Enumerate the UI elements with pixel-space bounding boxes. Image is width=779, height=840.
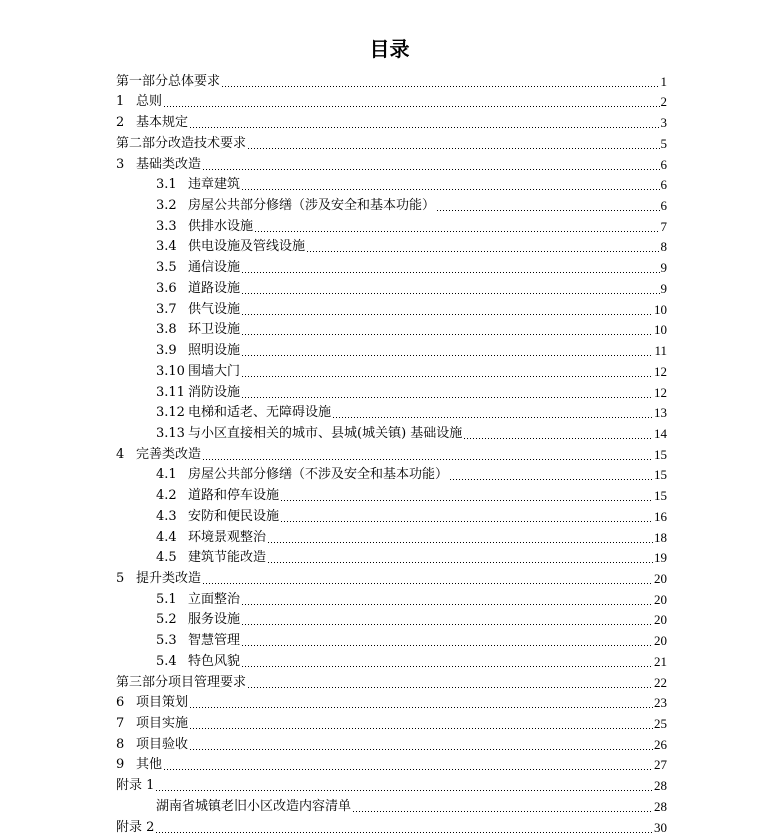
toc-entry-label: 服务设施 [188,612,241,628]
toc-entry-page-number: 23 [654,695,667,711]
toc-entry-page-number: 20 [654,633,667,649]
toc-entry-label: 供排水设施 [188,218,254,234]
toc-entry-page-number: 11 [654,343,667,359]
toc-entry[interactable] [116,546,667,567]
toc-entry-page-number: 25 [654,716,667,731]
toc-entry-number: 3.9 [156,343,177,359]
toc-entry-page-number: 9 [660,260,667,276]
toc-entry-label: 围墙大门 [188,363,241,379]
toc-entry[interactable] [116,670,667,691]
toc-entry-label: 环境景观整治 [188,529,267,545]
toc-entry[interactable] [116,649,667,670]
toc-entry-label: 完善类改造 [136,446,202,462]
toc-entry[interactable] [116,483,667,504]
toc-entry-number: 1 [116,94,125,110]
toc-entry-number: 6 [116,695,125,711]
toc-entry-page-number: 19 [654,550,667,566]
dot-leader [254,231,659,232]
toc-entry-label: 安防和便民设施 [188,508,280,524]
toc-entry-label: 电梯和适老、无障碍设施 [188,405,332,421]
dot-leader [241,624,653,625]
toc-entry[interactable] [116,421,667,442]
dot-leader [247,687,653,688]
dot-leader [163,106,659,107]
toc-entry-label: 供气设施 [188,301,241,317]
toc-entry[interactable] [116,235,667,256]
toc-entry-number: 3 [116,156,125,172]
toc-entry-number: 4 [116,446,125,462]
dot-leader [241,666,653,667]
toc-entry-label: 照明设施 [188,343,241,359]
toc-entry-page-number: 30 [654,819,667,835]
toc-entry-label: 第一部分总体要求 [116,73,221,89]
toc-entry-label: 基本规定 [136,115,189,131]
toc-entry-page-number: 21 [654,653,667,669]
toc-entry-number: 3.11 [156,384,185,400]
toc-entry-page-number: 28 [654,778,667,794]
toc-entry-page-number: 15 [654,446,667,462]
toc-entry-label: 湖南省城镇老旧小区改造内容清单 [156,798,352,814]
toc-entry-number: 3.12 [156,405,185,421]
dot-leader [241,189,659,190]
toc-entry-number: 9 [116,757,125,773]
dot-leader [280,500,653,501]
toc-entry-label: 房屋公共部分修缮（涉及安全和基本功能） [188,198,436,214]
toc-entry-label: 附录 2 [116,819,155,835]
toc-entry[interactable] [116,691,667,712]
dot-leader [202,169,659,170]
toc-entry-number: 4.4 [156,529,177,545]
toc-entry-label: 违章建筑 [188,177,241,193]
toc-entry[interactable] [116,110,667,131]
toc-entry-label: 附录 1 [116,778,155,794]
toc-entry-page-number: 15 [654,467,667,483]
toc-entry-page-number: 26 [654,736,667,752]
toc-entry[interactable] [116,214,667,235]
toc-entry-page-number: 20 [654,591,667,607]
toc-entry-label: 通信设施 [188,260,241,276]
toc-entry[interactable] [116,152,667,173]
toc-entry-page-number: 7 [660,218,667,234]
dot-leader [280,521,653,522]
dot-leader [267,562,653,563]
dot-leader [163,769,653,770]
toc-entry[interactable] [116,773,667,794]
toc-entry[interactable] [116,276,667,297]
toc-entry-number: 7 [116,716,125,731]
dot-leader [202,583,653,584]
toc-entry-page-number: 1 [660,73,667,89]
table-of-contents [116,69,667,836]
dot-leader [241,355,653,356]
toc-entry[interactable] [116,794,667,815]
toc-entry[interactable] [116,525,667,546]
toc-entry[interactable] [116,173,667,194]
toc-entry-number: 3.2 [156,198,177,214]
toc-entry[interactable] [116,359,667,380]
toc-entry-page-number: 9 [660,280,667,296]
toc-entry-page-number: 22 [654,674,667,690]
dot-leader [155,832,653,833]
toc-entry-label: 供电设施及管线设施 [188,239,306,255]
dot-leader [155,790,653,791]
toc-entry[interactable] [116,318,667,339]
dot-leader [241,334,653,335]
dot-leader [241,376,653,377]
dot-leader [463,438,653,439]
toc-entry-number: 3.10 [156,363,185,379]
dot-leader [202,459,653,460]
toc-entry-page-number: 6 [660,156,667,172]
toc-entry[interactable] [116,90,667,111]
toc-entry-label: 第三部分项目管理要求 [116,674,247,690]
toc-entry-page-number: 5 [660,135,667,151]
toc-entry[interactable] [116,297,667,318]
toc-entry-number: 3.13 [156,425,185,441]
dot-leader [241,645,653,646]
toc-entry-page-number: 28 [654,798,667,814]
toc-entry-page-number: 6 [660,198,667,214]
toc-entry-page-number: 13 [654,405,667,421]
toc-entry-page-number: 10 [654,301,667,317]
toc-entry[interactable] [116,380,667,401]
toc-entry-page-number: 18 [654,529,667,545]
toc-entry-number: 3.7 [156,301,177,317]
toc-entry-number: 3.4 [156,239,177,255]
dot-leader [436,210,659,211]
toc-entry-label: 道路和停车设施 [188,488,280,504]
dot-leader [241,397,653,398]
toc-entry-label: 与小区直接相关的城市、县城(城关镇) 基础设施 [188,425,463,441]
toc-entry[interactable] [116,401,667,422]
toc-entry-label: 特色风貌 [188,653,241,669]
toc-entry-number: 5.3 [156,633,177,649]
toc-entry-label: 智慧管理 [188,633,241,649]
toc-entry-label: 道路设施 [188,280,241,296]
toc-entry-number: 2 [116,115,125,131]
toc-entry-label: 房屋公共部分修缮（不涉及安全和基本功能） [188,467,449,483]
toc-entry-number: 3.3 [156,218,177,234]
toc-entry[interactable] [116,442,667,463]
toc-entry-number: 3.1 [156,177,177,193]
toc-entry-page-number: 27 [654,757,667,773]
dot-leader [189,707,653,708]
dot-leader [306,251,659,252]
toc-entry-label: 项目实施 [136,716,189,731]
dot-leader [449,479,653,480]
toc-entry-page-number: 20 [654,612,667,628]
toc-entry-page-number: 6 [660,177,667,193]
toc-entry-page-number: 2 [660,94,667,110]
toc-entry-number: 4.2 [156,488,177,504]
toc-entry-number: 5.2 [156,612,177,628]
toc-entry-number: 8 [116,736,125,752]
toc-entry-label: 项目策划 [136,695,189,711]
toc-entry-number: 3.8 [156,322,177,338]
toc-entry-number: 3.6 [156,280,177,296]
toc-entry[interactable] [116,193,667,214]
toc-entry-label: 项目验收 [136,736,189,752]
toc-entry-page-number: 3 [660,115,667,131]
toc-entry-page-number: 12 [654,384,667,400]
toc-entry-label: 总则 [136,94,163,110]
toc-entry-page-number: 15 [654,488,667,504]
dot-leader [241,272,659,273]
toc-entry-page-number: 20 [654,570,667,586]
toc-entry[interactable] [116,255,667,276]
toc-entry-page-number: 14 [654,425,667,441]
toc-entry[interactable] [116,131,667,152]
toc-entry[interactable] [116,732,667,753]
toc-entry-label: 环卫设施 [188,322,241,338]
toc-entry-page-number: 10 [654,322,667,338]
toc-entry-label: 提升类改造 [136,570,202,586]
toc-entry-number: 5.4 [156,653,177,669]
toc-entry-label: 建筑节能改造 [188,550,267,566]
toc-entry[interactable] [116,587,667,608]
toc-entry[interactable] [116,463,667,484]
dot-leader [267,542,653,543]
toc-entry[interactable] [116,338,667,359]
dot-leader [241,314,653,315]
toc-entry-page-number: 8 [660,239,667,255]
toc-entry-number: 5 [116,570,125,586]
toc-entry[interactable] [116,753,667,774]
toc-entry[interactable] [116,711,667,732]
dot-leader [189,749,653,750]
toc-entry[interactable] [116,628,667,649]
toc-entry-label: 基础类改造 [136,156,202,172]
toc-entry-label: 其他 [136,757,163,773]
toc-entry[interactable] [116,504,667,525]
toc-entry-page-number: 12 [654,363,667,379]
toc-entry-label: 第二部分改造技术要求 [116,135,247,151]
dot-leader [247,148,659,149]
dot-leader [352,811,653,812]
page-title: 目录 [369,37,410,61]
toc-entry-page-number: 16 [654,508,667,524]
toc-entry-number: 4.1 [156,467,177,483]
toc-entry[interactable] [116,608,667,629]
toc-entry-number: 4.3 [156,508,177,524]
toc-entry[interactable] [116,69,667,90]
dot-leader [221,86,659,87]
toc-entry-number: 5.1 [156,591,177,607]
toc-entry-label: 消防设施 [188,384,241,400]
toc-entry-number: 4.5 [156,550,177,566]
toc-entry-label: 立面整治 [188,591,241,607]
dot-leader [189,127,659,128]
dot-leader [241,604,653,605]
dot-leader [241,293,659,294]
dot-leader [332,417,653,418]
toc-entry[interactable] [116,815,667,836]
dot-leader [189,728,653,729]
toc-entry-number: 3.5 [156,260,177,276]
toc-entry[interactable] [116,566,667,587]
